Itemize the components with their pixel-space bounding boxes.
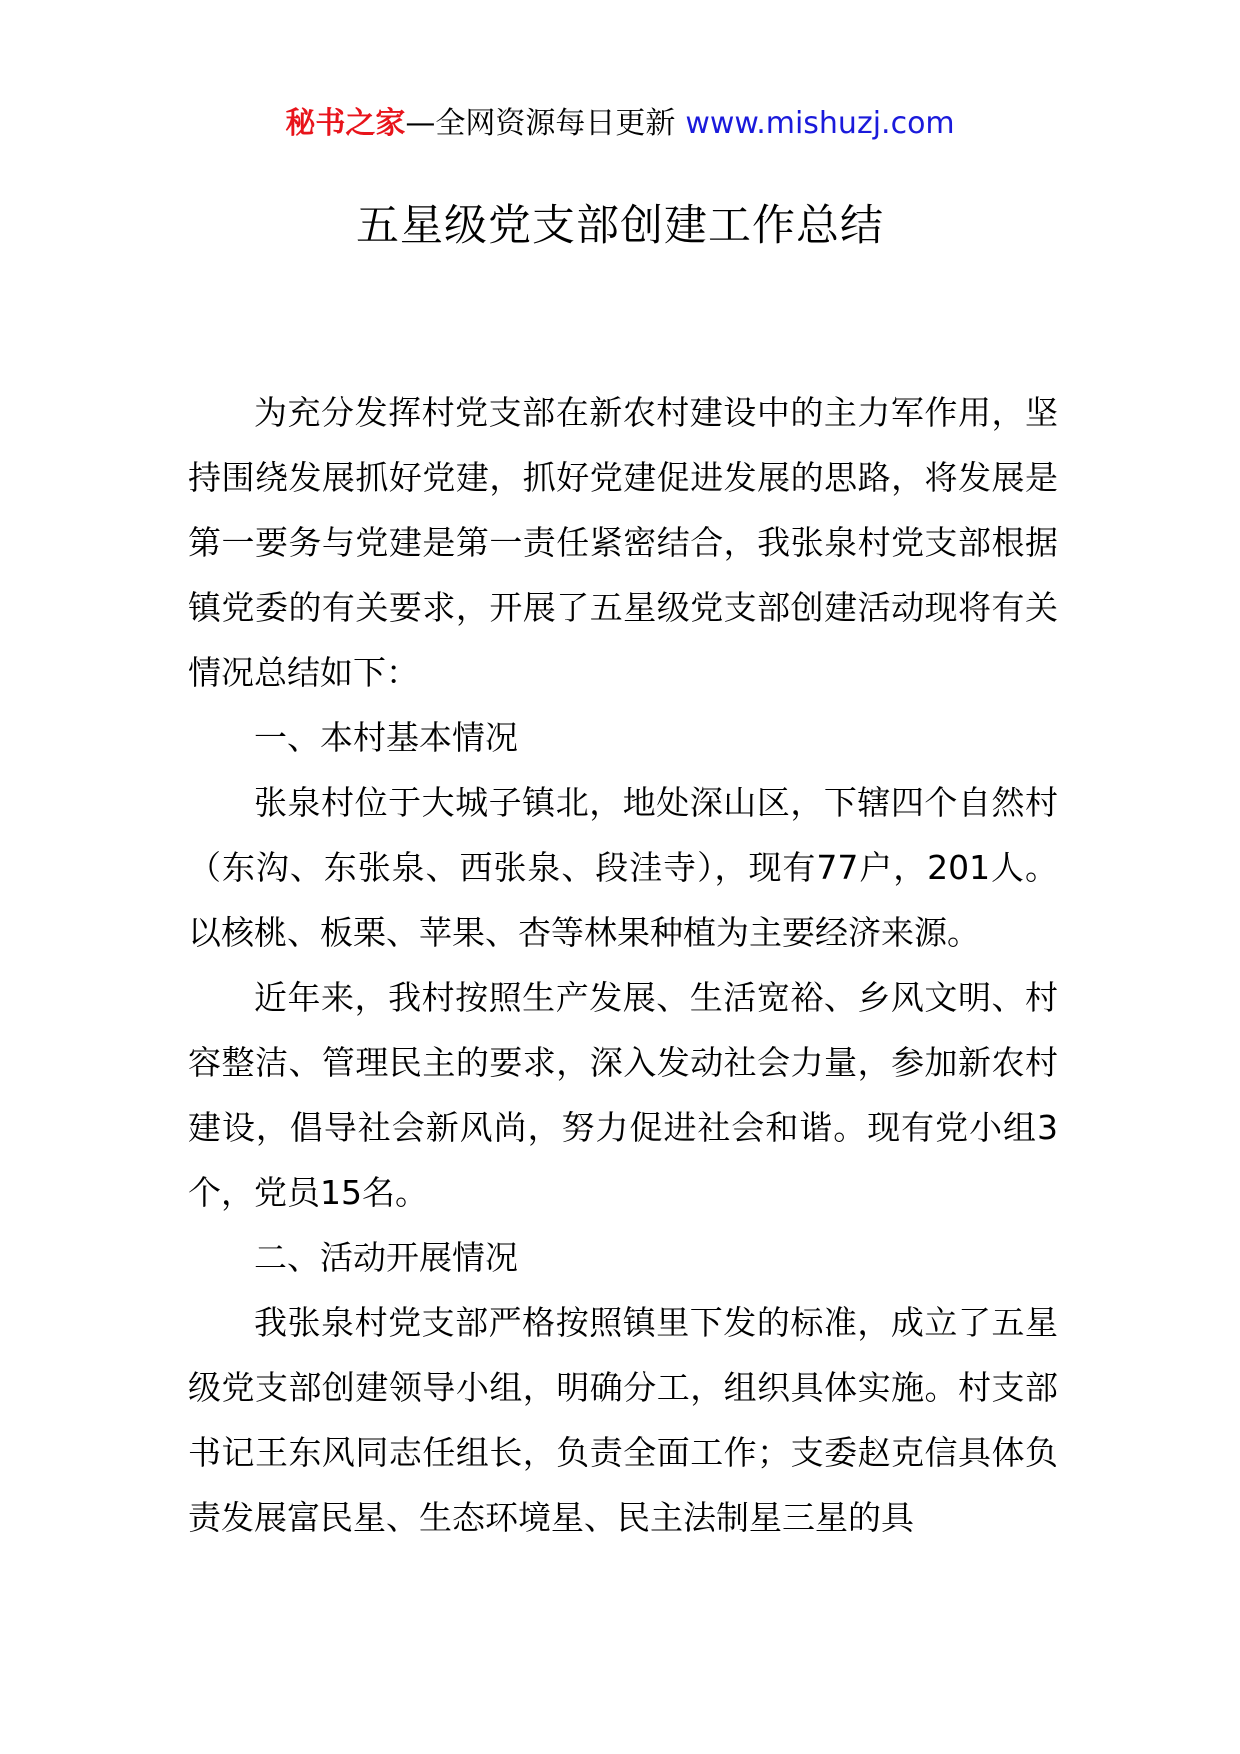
site-brand: 秘书之家 xyxy=(285,106,406,141)
paragraph-activities: 我张泉村党支部严格按照镇里下发的标准，成立了五星级党支部创建领导小组，明确分工，组织具体实施。村支部书记王东风同志任组长，负责全面工作；支委赵克信具体负责发展富民星、生态环境星、民主法制星三星的具 xyxy=(188,1303,1058,1537)
paragraph-intro: 为充分发挥村党支部在新农村建设中的主力军作用，坚持围绕发展抓好党建，抓好党建促进发展的思路，将发展是第一要务与党建是第一责任紧密结合，我张泉村党支部根据镇党委的有关要求，开展了五星级党支部创建活动现将有关情况总结如下： xyxy=(188,393,1058,692)
section-heading-1: 一、本村基本情况 xyxy=(254,718,518,757)
section-heading-2: 二、活动开展情况 xyxy=(254,1238,518,1277)
site-url-link[interactable]: www.mishuzj.com xyxy=(685,106,955,141)
site-header xyxy=(0,100,1240,148)
paragraph-recent-years: 近年来，我村按照生产发展、生活宽裕、乡风文明、村容整洁、管理民主的要求，深入发动社会力量，参加新农村建设，倡导社会新风尚，努力促进社会和谐。现有党小组3个，党员15名。 xyxy=(188,978,1058,1212)
document-title: 五星级党支部创建工作总结 xyxy=(356,201,884,251)
paragraph-village-info: 张泉村位于大城子镇北，地处深山区，下辖四个自然村（东沟、东张泉、西张泉、段洼寺），现有77户，201人。以核桃、板栗、苹果、杏等林果种植为主要经济来源。 xyxy=(188,783,1058,952)
site-tagline: —全网资源每日更新 xyxy=(405,106,676,141)
document-body xyxy=(188,380,1058,1550)
